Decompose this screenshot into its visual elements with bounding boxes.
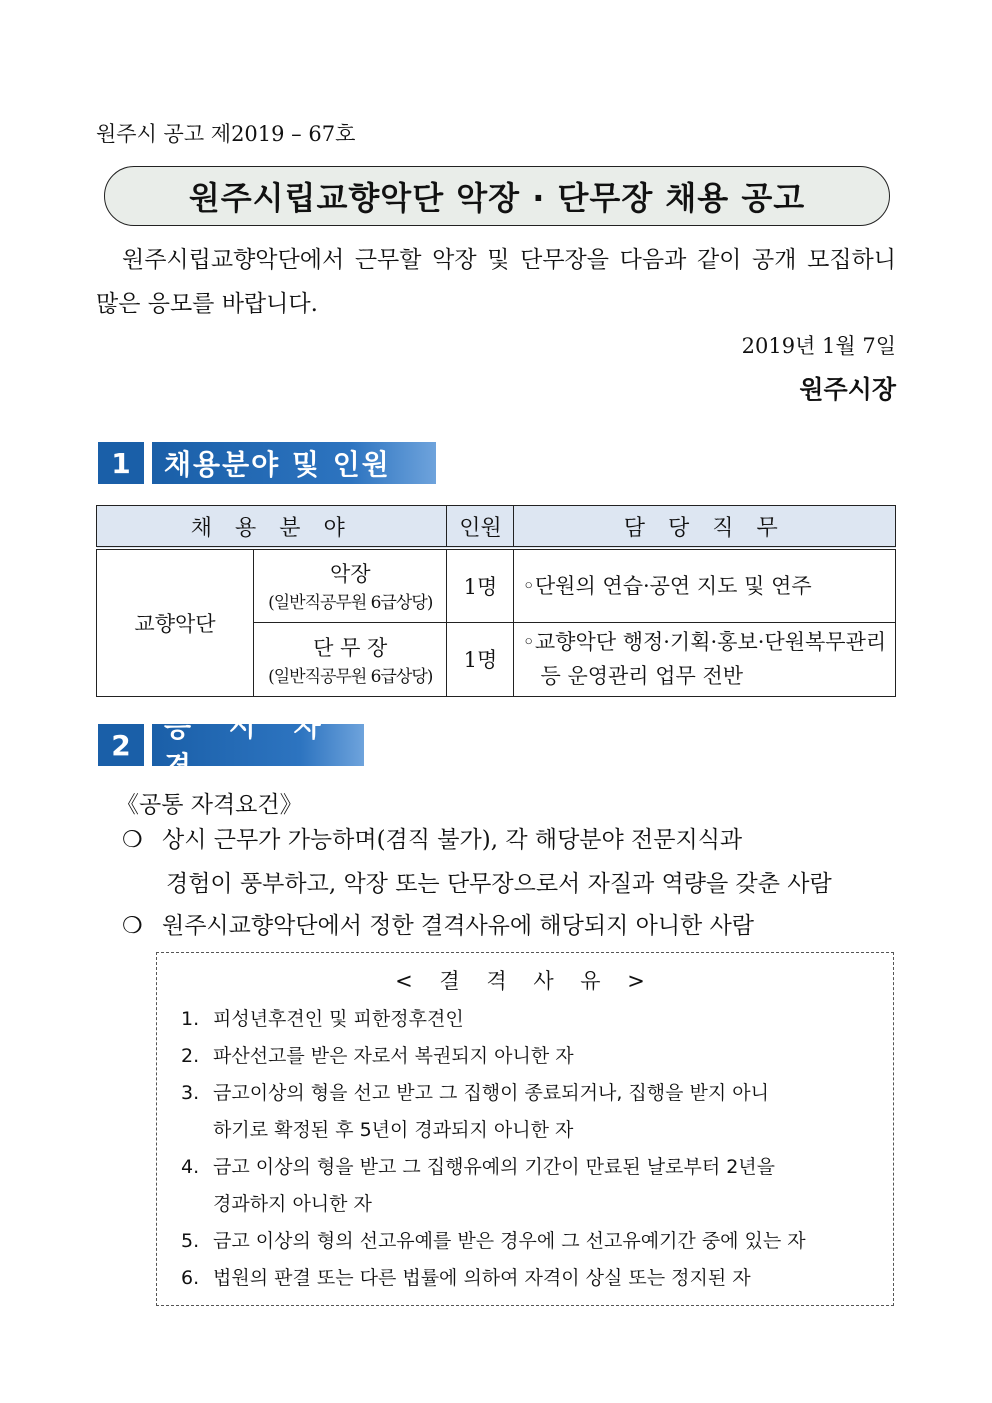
notice-date: 2019년 1월 7일 <box>741 334 896 358</box>
header-field: 채 용 분 야 <box>97 506 447 549</box>
list-item <box>181 1260 881 1297</box>
list-item <box>181 1075 881 1149</box>
issuer: 원주시장 <box>799 375 896 404</box>
intro-paragraph: 원주시립교향악단에서 근무할 악장 및 단무장을 다음과 같이 공개 모집하니 많은 응모를 바랍니다. <box>96 247 896 317</box>
header-count: 인원 <box>447 506 514 549</box>
list-item <box>181 1038 881 1075</box>
position-cell <box>254 548 447 622</box>
position-name: 단 무 장 <box>313 635 388 660</box>
circle-bullet-icon: ❍ <box>122 913 143 939</box>
recruitment-table <box>96 505 896 697</box>
duty-cell <box>514 622 896 696</box>
position-cell <box>254 622 447 696</box>
disqualification-title: < 결 격 사 유 > <box>395 969 655 993</box>
list-item <box>181 1223 881 1260</box>
common-requirements-heading: 《공통 자격요건》 <box>116 792 303 818</box>
item-text: 금고 이상의 형의 선고유예를 받은 경우에 그 선고유예기간 중에 있는 자 <box>213 1230 806 1252</box>
requirement-item <box>122 904 896 948</box>
requirement-text: 상시 근무가 가능하며(겸직 불가), 각 해당분야 전문지식과 <box>162 827 743 853</box>
item-text: 금고이상의 형을 선고 받고 그 집행이 종료되거나, 집행을 받지 아니 <box>213 1082 769 1104</box>
document-title-text: 원주시립교향악단 악장 · 단무장 채용 공고 <box>188 179 806 217</box>
document-title <box>104 166 890 226</box>
item-number: 1. <box>181 1008 200 1030</box>
section-1-heading <box>98 442 436 484</box>
requirement-text: 원주시교향악단에서 정한 결격사유에 해당되지 아니한 사람 <box>162 913 755 939</box>
item-number: 3. <box>181 1082 200 1104</box>
group-cell: 교향악단 <box>97 548 254 696</box>
duty-cell <box>514 548 896 622</box>
item-text: 피성년후견인 및 피한정후견인 <box>213 1008 464 1030</box>
item-number: 6. <box>181 1267 200 1289</box>
duty-line: ◦단원의 연습·공연 지도 및 연주 <box>522 573 812 598</box>
requirement-text-cont: 경험이 풍부하고, 악장 또는 단무장으로서 자질과 역량을 갖춘 사람 <box>166 871 832 897</box>
item-text: 법원의 판결 또는 다른 법률에 의하여 자격이 상실 또는 정지된 자 <box>213 1267 751 1289</box>
list-item <box>181 1149 881 1223</box>
duty-line: ◦교향악단 행정·기획·홍보·단원복무관리 <box>522 630 887 654</box>
position-name: 악장 <box>329 562 371 587</box>
count-cell: 1명 <box>447 548 514 622</box>
section-1-label: 채용분야 및 인원 <box>152 442 436 484</box>
count-cell: 1명 <box>447 622 514 696</box>
section-1-number: 1 <box>98 442 144 484</box>
disqualification-box <box>156 952 894 1306</box>
duty-line: 등 운영관리 업무 전반 <box>540 664 744 688</box>
item-text: 금고 이상의 형을 받고 그 집행유예의 기간이 만료된 날로부터 2년을 <box>213 1156 776 1178</box>
item-text-cont: 경과하지 아니한 자 <box>213 1193 372 1215</box>
position-grade: (일반직공무원 6급상당) <box>268 666 433 687</box>
item-number: 4. <box>181 1156 200 1178</box>
position-grade: (일반직공무원 6급상당) <box>268 593 433 614</box>
section-2-label: 응 시 자 격 <box>152 724 364 766</box>
circle-bullet-icon: ❍ <box>122 827 143 853</box>
requirement-item <box>122 818 896 906</box>
header-duty: 담 당 직 무 <box>514 506 896 549</box>
notice-number: 원주시 공고 제2019 – 67호 <box>96 122 356 146</box>
list-item <box>181 1001 881 1038</box>
section-2-heading <box>98 710 364 783</box>
section-2-number: 2 <box>98 724 144 766</box>
table-row <box>97 548 896 622</box>
item-text: 파산선고를 받은 자로서 복권되지 아니한 자 <box>213 1045 574 1067</box>
item-text-cont: 하기로 확정된 후 5년이 경과되지 아니한 자 <box>213 1119 574 1141</box>
item-number: 5. <box>181 1230 200 1252</box>
item-number: 2. <box>181 1045 200 1067</box>
